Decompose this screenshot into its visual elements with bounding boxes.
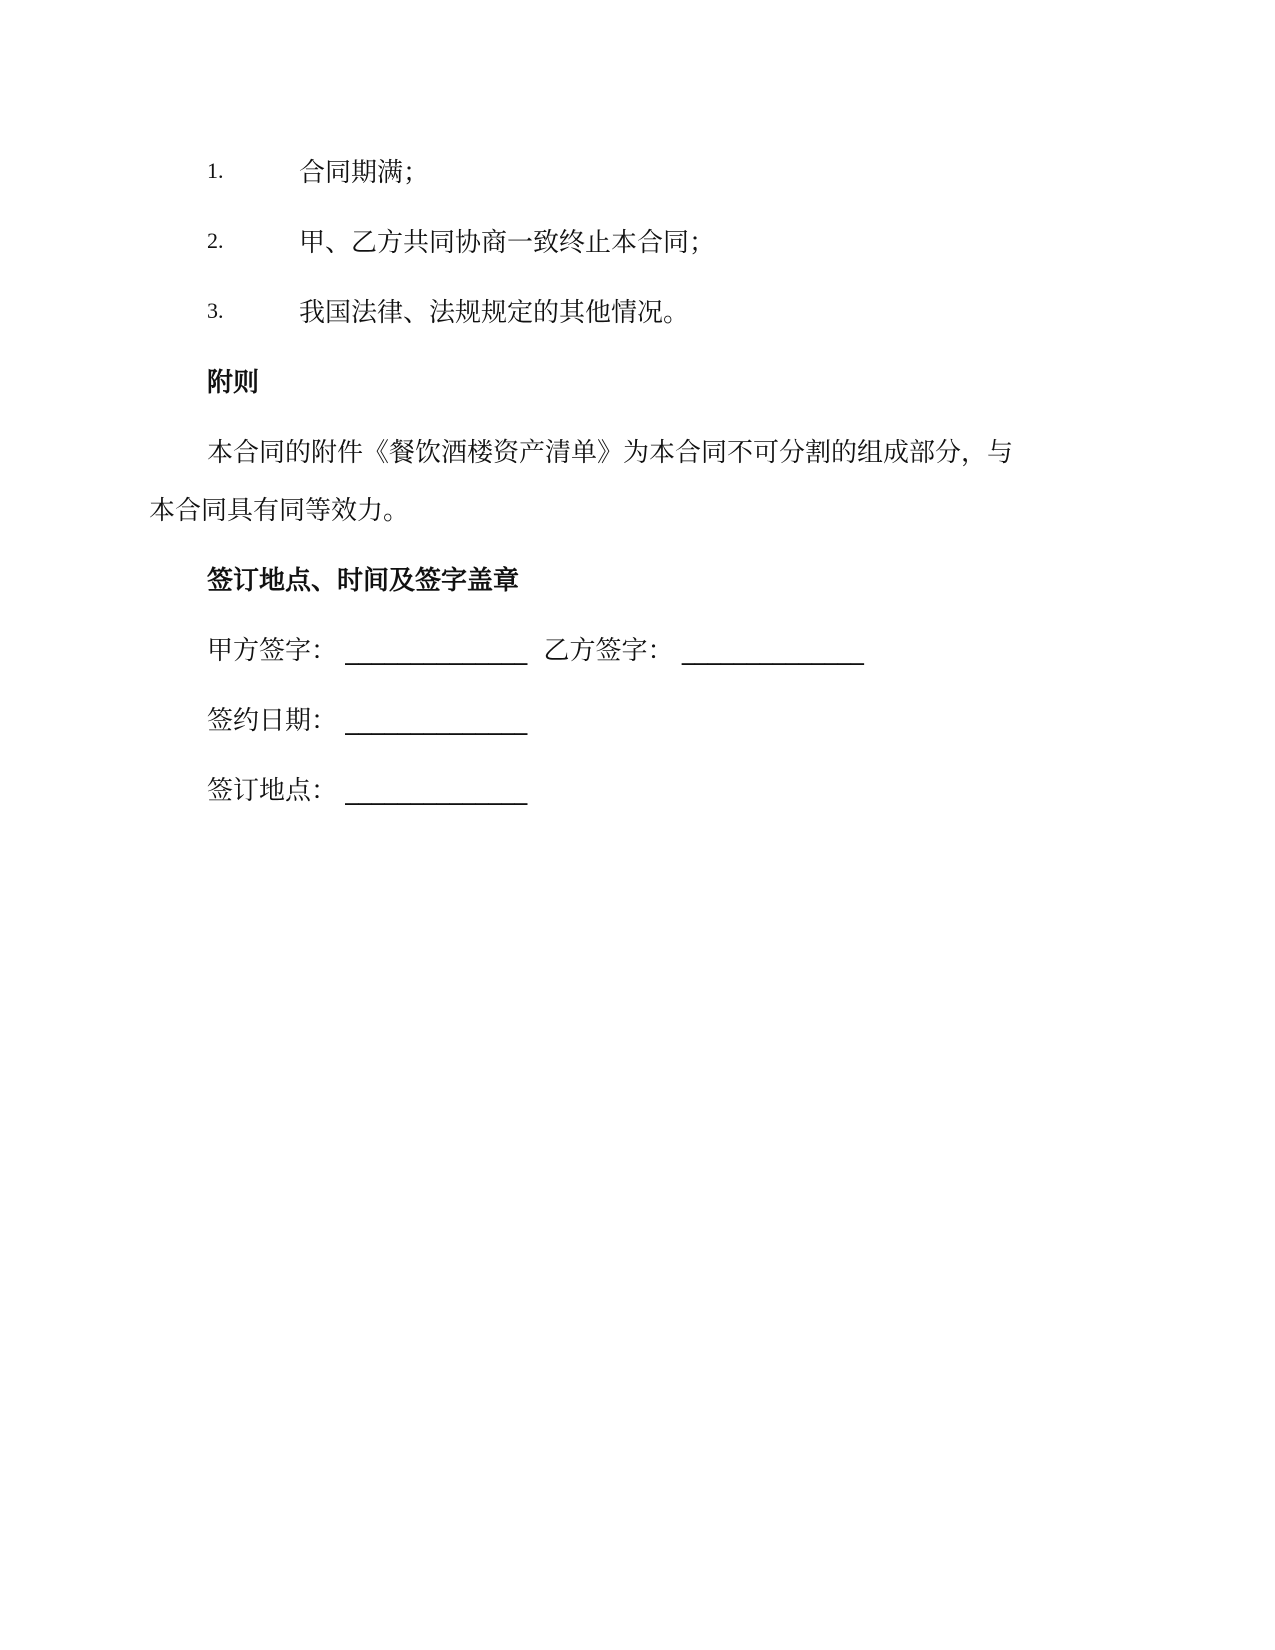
list-text: 我国法律、法规规定的其他情况。 xyxy=(299,298,690,328)
place-blank[interactable]: ______________ xyxy=(345,776,528,806)
party-b-signature-label: 乙方签字： xyxy=(543,636,674,666)
appendix-heading: 附则 xyxy=(207,368,260,398)
party-a-signature-label: 甲方签字： xyxy=(207,636,338,666)
party-a-signature-blank[interactable]: ______________ xyxy=(345,636,528,666)
list-number: 3. xyxy=(207,298,224,323)
date-line xyxy=(207,700,527,737)
list-item xyxy=(0,292,1275,332)
appendix-paragraph-line-2: 本合同具有同等效力。 xyxy=(149,496,410,526)
signing-heading: 签订地点、时间及签字盖章 xyxy=(207,566,520,596)
list-text: 合同期满； xyxy=(299,158,430,188)
list-item xyxy=(0,222,1275,262)
party-b-signature-blank[interactable]: ______________ xyxy=(681,636,864,666)
list-number: 2. xyxy=(207,228,224,253)
place-line xyxy=(207,770,527,807)
date-blank[interactable]: ______________ xyxy=(345,706,528,736)
signature-line xyxy=(207,630,864,667)
appendix-paragraph-line-1: 本合同的附件《餐饮酒楼资产清单》为本合同不可分割的组成部分，与 xyxy=(207,438,1014,468)
list-text: 甲、乙方共同协商一致终止本合同； xyxy=(299,228,716,258)
list-item xyxy=(0,152,1275,192)
date-label: 签约日期： xyxy=(207,706,338,736)
place-label: 签订地点： xyxy=(207,776,338,806)
list-number: 1. xyxy=(207,158,224,183)
